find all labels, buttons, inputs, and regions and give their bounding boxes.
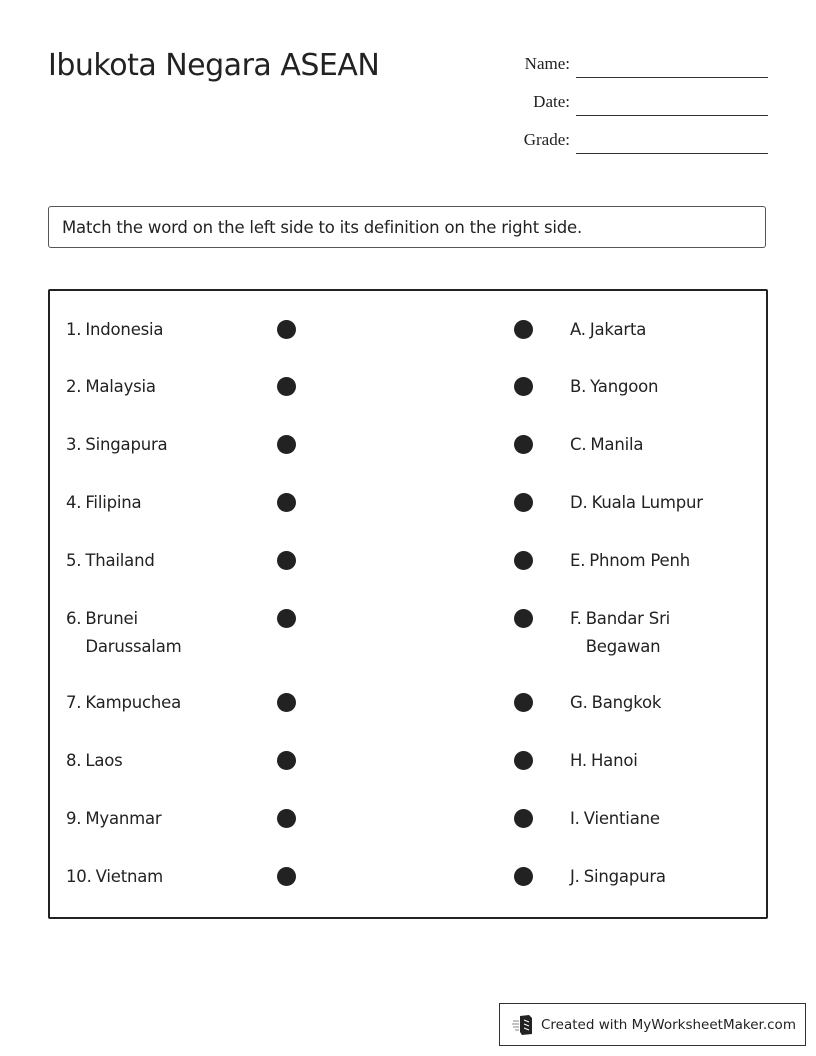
definition-text: Bandar Sri Begawan: [585, 609, 671, 656]
right-match-dot[interactable]: [514, 867, 533, 886]
right-match-dot[interactable]: [514, 320, 533, 339]
term-number: 3.: [66, 435, 82, 454]
left-term: [66, 689, 266, 717]
term-number: 5.: [66, 551, 82, 570]
right-definition: [570, 316, 760, 344]
date-input-line[interactable]: [576, 115, 768, 116]
right-definition: [570, 689, 760, 717]
definition-letter: A.: [570, 320, 586, 339]
term-number: 4.: [66, 493, 82, 512]
right-definition: [570, 805, 760, 833]
right-match-dot[interactable]: [514, 493, 533, 512]
left-term: [66, 316, 266, 344]
term-number: 6.: [66, 609, 82, 628]
term-text: Vietnam: [95, 867, 164, 886]
definition-letter: C.: [570, 435, 587, 454]
right-match-dot[interactable]: [514, 377, 533, 396]
left-term: [66, 805, 266, 833]
left-term: [66, 373, 266, 401]
definition-text: Singapura: [583, 867, 666, 886]
right-definition: [570, 547, 760, 575]
matching-box: [48, 289, 768, 919]
left-match-dot[interactable]: [277, 320, 296, 339]
term-number: 7.: [66, 693, 82, 712]
term-text: Malaysia: [85, 377, 156, 396]
term-text: Indonesia: [85, 320, 164, 339]
grade-input-line[interactable]: [576, 153, 768, 154]
right-definition: [570, 431, 760, 459]
term-text: Myanmar: [85, 809, 162, 828]
right-definition: [570, 489, 760, 517]
right-match-dot[interactable]: [514, 551, 533, 570]
definition-letter: I.: [570, 809, 580, 828]
term-text: Singapura: [85, 435, 168, 454]
left-match-dot[interactable]: [277, 609, 296, 628]
grade-field: [480, 124, 768, 154]
left-match-dot[interactable]: [277, 551, 296, 570]
definition-text: Kuala Lumpur: [591, 493, 703, 512]
right-match-dot[interactable]: [514, 693, 533, 712]
left-match-dot[interactable]: [277, 435, 296, 454]
definition-letter: H.: [570, 751, 587, 770]
left-term: [66, 747, 266, 775]
left-match-dot[interactable]: [277, 377, 296, 396]
term-number: 1.: [66, 320, 82, 339]
left-match-dot[interactable]: [277, 751, 296, 770]
definition-text: Manila: [590, 435, 644, 454]
term-number: 9.: [66, 809, 82, 828]
definition-letter: D.: [570, 493, 588, 512]
right-match-dot[interactable]: [514, 751, 533, 770]
right-definition: [570, 747, 760, 775]
date-field: [480, 86, 768, 116]
date-label: Date:: [533, 92, 570, 111]
definition-letter: E.: [570, 551, 586, 570]
definition-letter: F.: [570, 609, 582, 628]
right-match-dot[interactable]: [514, 609, 533, 628]
page-title: Ibukota Negara ASEAN: [48, 48, 380, 83]
right-definition: [570, 605, 710, 661]
definition-text: Bangkok: [591, 693, 662, 712]
definition-letter: G.: [570, 693, 588, 712]
definition-letter: J.: [570, 867, 580, 886]
left-term: [66, 547, 266, 575]
grade-label: Grade:: [523, 130, 570, 149]
term-number: 8.: [66, 751, 82, 770]
left-match-dot[interactable]: [277, 493, 296, 512]
term-text: Thailand: [85, 551, 155, 570]
instructions-text: Match the word on the left side to its definition on the right side.: [62, 217, 583, 237]
left-term: [66, 489, 266, 517]
left-match-dot[interactable]: [277, 693, 296, 712]
left-term: [66, 605, 216, 661]
right-definition: [570, 863, 760, 891]
worksheet-maker-logo-icon: [512, 1014, 536, 1036]
left-match-dot[interactable]: [277, 809, 296, 828]
name-field: [480, 48, 768, 78]
definition-text: Jakarta: [589, 320, 647, 339]
left-term: [66, 863, 266, 891]
term-number: 10.: [66, 867, 92, 886]
term-text: Filipina: [85, 493, 142, 512]
definition-text: Hanoi: [590, 751, 638, 770]
term-text: Laos: [85, 751, 123, 770]
term-text: Kampuchea: [85, 693, 181, 712]
footer-credit[interactable]: [499, 1003, 806, 1046]
definition-text: Yangoon: [590, 377, 659, 396]
right-definition: [570, 373, 760, 401]
name-input-line[interactable]: [576, 77, 768, 78]
footer-text: Created with MyWorksheetMaker.com: [541, 1016, 796, 1033]
definition-text: Phnom Penh: [589, 551, 690, 570]
right-match-dot[interactable]: [514, 809, 533, 828]
name-label: Name:: [524, 54, 570, 73]
term-text: Brunei Darussalam: [85, 609, 182, 656]
definition-text: Vientiane: [583, 809, 660, 828]
left-term: [66, 431, 266, 459]
left-match-dot[interactable]: [277, 867, 296, 886]
term-number: 2.: [66, 377, 82, 396]
definition-letter: B.: [570, 377, 587, 396]
instructions-box: [48, 206, 766, 248]
right-match-dot[interactable]: [514, 435, 533, 454]
